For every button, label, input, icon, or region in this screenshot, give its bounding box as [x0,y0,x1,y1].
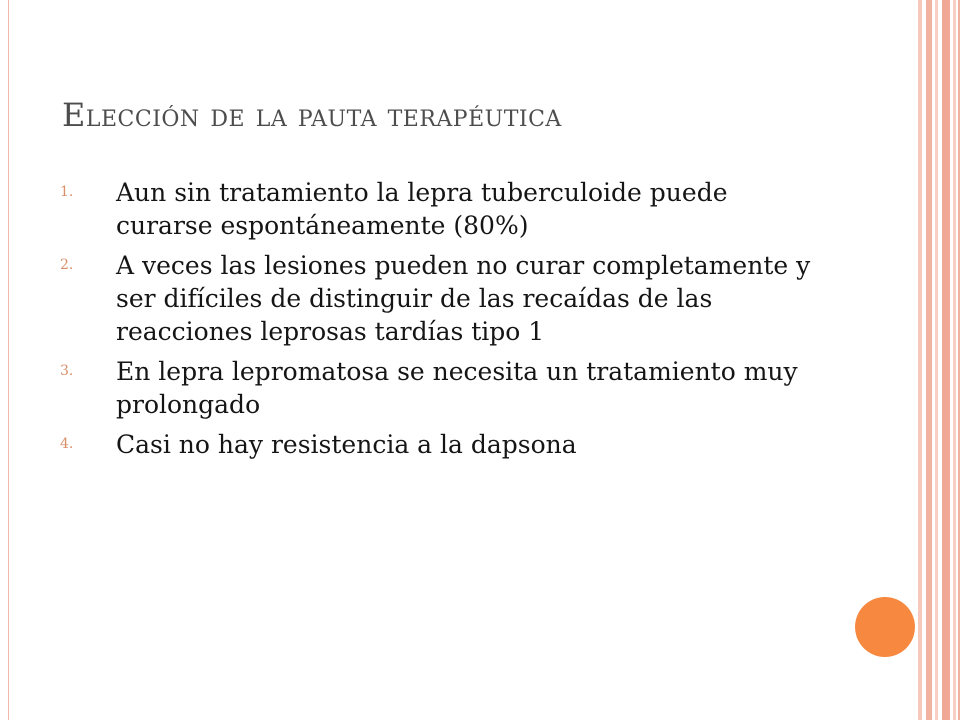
stripe [942,0,950,720]
slide-title: Elección de la pauta terapéutica [62,96,562,134]
list-text: Casi no hay resistencia a la dapsona [116,430,577,459]
bullet-list [60,176,820,468]
stripe [918,0,922,720]
right-decorative-stripes [918,0,960,720]
list-item [60,249,820,348]
list-text: Aun sin tratamiento la lepra tuberculoide puede curarse espontáneamente (80%) [116,178,728,240]
stripe [953,0,956,720]
left-border-line [8,0,9,720]
stripe [935,0,938,720]
list-text: A veces las lesiones pueden no curar completamente y ser difíciles de distinguir de las recaídas de las reacciones leprosas tardías tipo 1 [116,251,811,346]
list-number: 1. [60,184,74,200]
decorative-circle [855,597,915,657]
list-text: En lepra lepromatosa se necesita un tratamiento muy prolongado [116,357,798,419]
list-number: 4. [60,436,74,452]
stripe [926,0,932,720]
list-number: 2. [60,257,74,273]
list-item [60,428,820,461]
list-number: 3. [60,363,74,379]
list-item [60,355,820,421]
list-item [60,176,820,242]
